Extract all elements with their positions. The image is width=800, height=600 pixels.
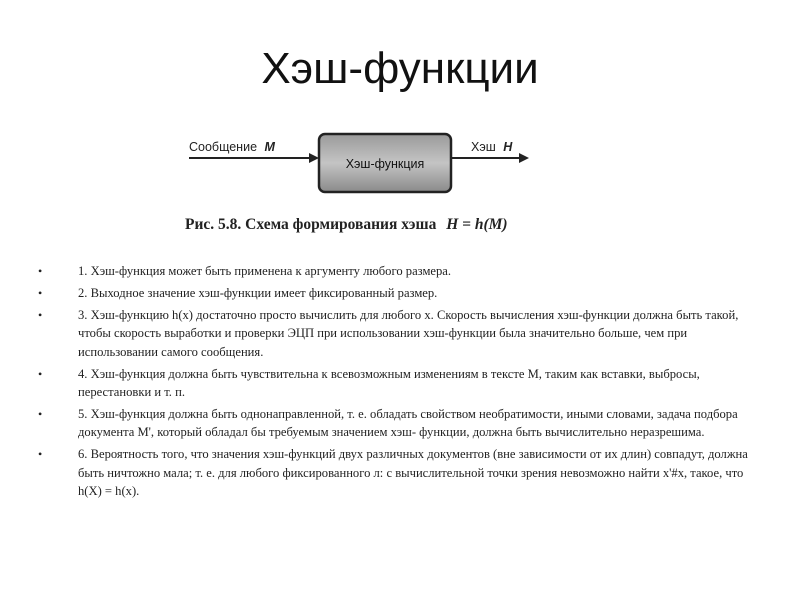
list-item [38, 405, 758, 442]
hash-diagram-svg [185, 128, 565, 240]
hash-function-box-label: Хэш-функция [345, 157, 425, 171]
input-arrow-head [309, 153, 319, 163]
output-arrow-head [519, 153, 529, 163]
list-item-text: 4. Хэш-функция должна быть чувствительна к всевозможным изменениям в тексте М, таким как вставки, выбросы, перестановки и т. п. [78, 366, 700, 399]
bullet-icon: • [38, 366, 43, 381]
list-item [38, 445, 758, 500]
bullet-icon: • [38, 447, 43, 462]
properties-list [38, 262, 758, 504]
list-item-text: 6. Вероятность того, что значения хэш-функций двух различных документов (вне зависимости от их длин) совпадут, должна быть ничтожно мала; т. е. для любого фиксированного л: с вычислительной точки зрения невозможно найти x'#x, такое, что h(X) = h(x). [78, 447, 748, 498]
list-item-text: 3. Хэш-функцию h(x) достаточно просто вычислить для любого х. Скорость вычисления хэш-функции должна быть такой, чтобы скорость выработки и проверки ЭЦП при использовании хэш-функции была значительно больше, чем при использовании самого сообщения. [78, 307, 739, 359]
list-item [38, 284, 758, 302]
list-item [38, 365, 758, 402]
list-item [38, 262, 758, 280]
list-item [38, 306, 758, 361]
input-label: Сообщение M [189, 140, 275, 154]
bullet-icon: • [38, 307, 43, 322]
bullet-icon: • [38, 264, 43, 278]
bullet-icon: • [38, 285, 43, 300]
diagram-caption: Рис. 5.8. Схема формирования хэша H = h(M) [185, 216, 508, 233]
list-item-text: 5. Хэш-функция должна быть однонаправленной, т. е. обладать свойством необратимости, иными словами, задача подбора документа М', который обладал бы требуемым значением хэш- функции, должна быть вычислительно неразрешима. [78, 406, 738, 440]
hash-diagram [185, 128, 565, 240]
slide-title: Хэш-функции [261, 44, 539, 93]
output-label: Хэш H [471, 140, 513, 154]
bullet-icon: • [38, 406, 43, 421]
list-item-text: 1. Хэш-функция может быть применена к аргументу любого размера. [78, 264, 452, 278]
list-item-text: 2. Выходное значение хэш-функции имеет фиксированный размер. [78, 285, 438, 300]
